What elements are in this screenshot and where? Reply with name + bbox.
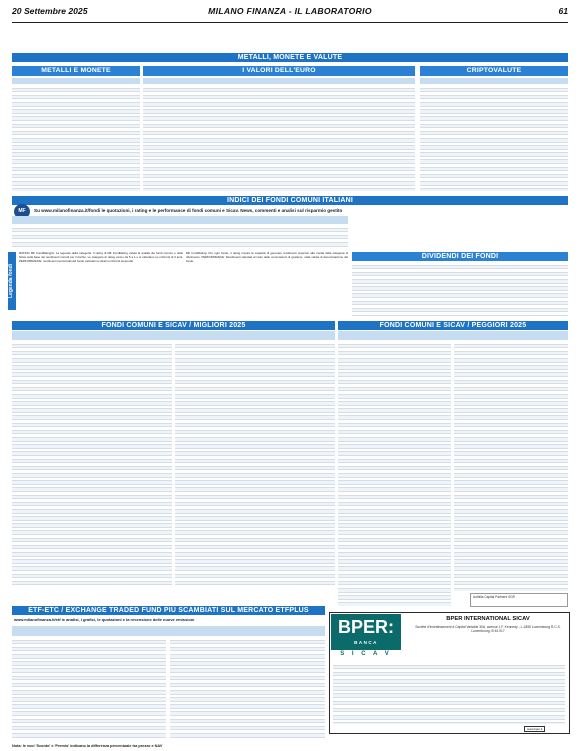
table-migliori-right xyxy=(175,341,335,586)
bper-logo-text: BPER: xyxy=(337,617,394,637)
section-band-indici: INDICI DEI FONDI COMUNI ITALIANI xyxy=(12,196,568,205)
table-dividendi xyxy=(352,262,568,316)
table-cripto xyxy=(420,85,568,191)
bper-logo-sub: BANCA xyxy=(354,640,378,645)
section-header-metalli: METALLI E MONETE xyxy=(12,66,140,76)
bper-logo xyxy=(331,614,401,650)
etf-link-line[interactable]: www.milanofinanza.it/etf le analisi, i grafici, le quotazioni e la recensione delle nuove emissioni xyxy=(14,617,195,622)
section-band-metalli-monete-valute: METALLI, MONETE E VALUTE xyxy=(12,53,568,62)
bper-url[interactable]: www.bper.it xyxy=(524,726,545,732)
table-header-indici xyxy=(12,216,348,224)
bper-address: Société d'Investissement à Capital Variable 30A, avenue J.F. Kennedy - L-1855 Luxembourg R.C.S. Luxembourg: B 61.917 xyxy=(415,625,561,634)
table-metalli xyxy=(12,85,140,191)
section-band-etf: ETF-ETC / EXCHANGE TRADED FUND PIÙ SCAMBIATI SUL MERCATO ETFPLUS xyxy=(12,606,325,615)
table-etf-left xyxy=(12,637,166,740)
section-band-peggiori: FONDI COMUNI E SICAV / PEGGIORI 2025 xyxy=(338,321,568,330)
anthilia-box: Anthilia Capital Partners SGR xyxy=(470,593,568,607)
mf-link-line[interactable]: Su www.milanofinanza.it/fondi le quotazioni, i rating e le performance di fondi comuni e Sicav. News, commenti e analisi sul risparmio gestito xyxy=(34,208,343,213)
bper-title: BPER INTERNATIONAL SICAV xyxy=(446,616,530,622)
table-peggiori-left xyxy=(338,341,451,606)
table-header-etf xyxy=(12,626,325,636)
legenda-vertical-label: Legenda fondi xyxy=(8,252,16,310)
mf-logo: MF xyxy=(14,204,30,219)
table-peggiori-right xyxy=(454,341,568,591)
footer-note: Nota: le voci 'Sconto' e 'Premio' indicano la differenza percentuale tra prezzo e NAV xyxy=(12,744,163,748)
table-header-cripto xyxy=(420,78,568,84)
page-number: 61 xyxy=(558,6,568,16)
page-date: 20 Settembre 2025 xyxy=(12,6,88,16)
table-valori-euro xyxy=(143,85,415,191)
section-band-migliori: FONDI COMUNI E SICAV / MIGLIORI 2025 xyxy=(12,321,335,330)
table-bper xyxy=(333,662,565,724)
section-header-cripto: CRIPTOVALUTE xyxy=(420,66,568,76)
bper-sicav-label: S I C A V xyxy=(340,651,392,657)
page-header xyxy=(12,6,568,20)
page-title: MILANO FINANZA - IL LABORATORIO xyxy=(208,6,372,16)
table-migliori-left xyxy=(12,341,172,586)
legenda-text: RATING MF FundRating/A. La legenda della categoria. Il rating di MF FundRating valuta la qualità dei fondi comuni e delle Sicav sulla base dei rendimenti corretti per il rischio. Le categorie di rating vanno da 5 a 1 e si calcolano su orizzonti di 3 anni. PERFORMANCE: rendimenti percentuali del fondo calcolati su diversi orizzonti temporali. xyxy=(19,252,183,263)
table-header-valori-euro xyxy=(143,78,415,84)
header-rule xyxy=(12,22,568,23)
rating-text: MF FundRating: Per ogni fondo, il rating misura la capacità di generare rendimenti superiori alla media della categoria di riferimento. PERFORMANCE: Rendimenti calcolati al netto delle commissioni di gestione, nella valuta di denominazione del fondo. xyxy=(186,252,348,263)
section-header-valori-euro: I VALORI DELL'EURO xyxy=(143,66,415,76)
table-header-peggiori xyxy=(338,331,568,340)
table-etf-right xyxy=(170,637,325,740)
table-indici xyxy=(12,225,348,249)
section-header-dividendi: DIVIDENDI DEI FONDI xyxy=(352,252,568,261)
table-header-metalli xyxy=(12,78,140,84)
table-header-migliori xyxy=(12,331,335,340)
